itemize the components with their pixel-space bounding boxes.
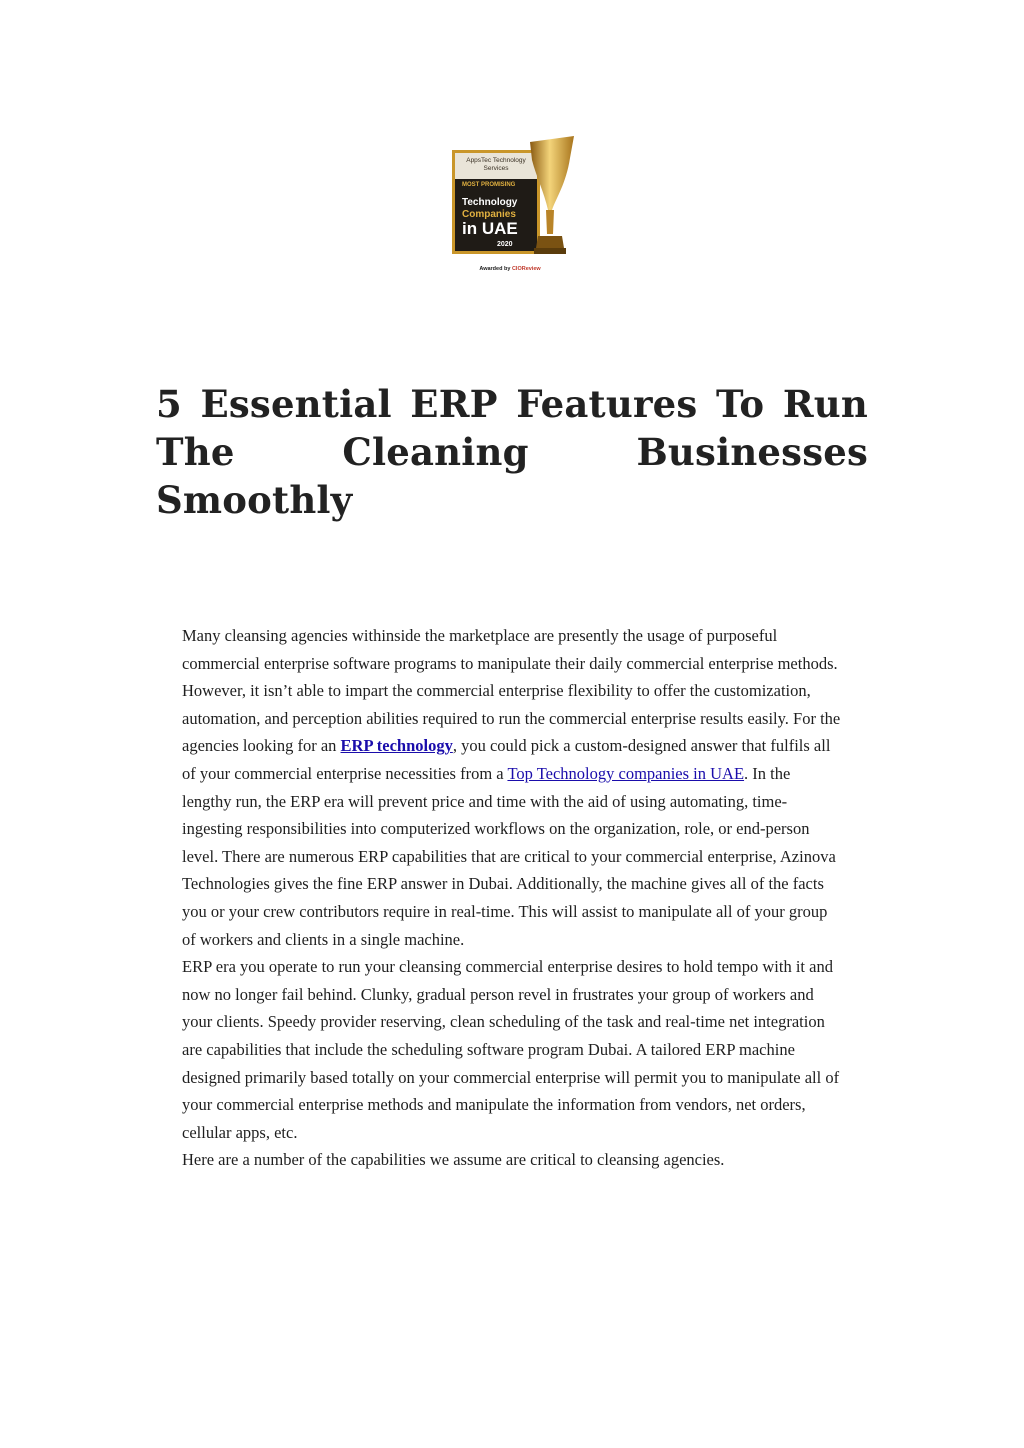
badge-technology: Technology <box>462 197 518 208</box>
awarded-by-label: Awarded by <box>479 266 511 272</box>
trophy-icon <box>526 136 578 260</box>
badge-company-name: AppsTec Technology Services <box>455 153 537 179</box>
badge-most-promising: MOST PROMISING <box>462 182 516 188</box>
awarded-by-line <box>460 266 560 272</box>
badge-year: 2020 <box>497 241 513 248</box>
intro-text-before-link: Many cleansing agencies withinside the marketplace are presently the usage of purposeful commercial enterprise software programs to manipulate their daily commercial enterprise methods. However, it isn’t able to impart the commercial enterprise flexibility to offer the customization, automation, and perception abilities required to run the commercial enterprise results easily. For the agencies looking for an <box>182 626 841 756</box>
paragraph-capabilities-intro: Here are a number of the capabilities we assume are critical to cleansing agencies. <box>182 1150 725 1170</box>
awarder-logo: CIOReview <box>511 266 541 272</box>
erp-technology-link[interactable]: ERP technology <box>340 736 453 756</box>
intro-text-after-link: . In the lengthy run, the ERP era will prevent price and time with the aid of using automating, time-ingesting responsibilities into computerized workflows on the organization, role, or end-person level. There are numerous ERP capabilities that are critical to your commercial enterprise, Azinova Technologies gives the fine ERP answer in Dubai. Additionally, the machine gives all of the facts you or your crew contributors require in real-time. This will assist to manipulate all of your group of workers and clients in a single machine. <box>182 763 836 949</box>
paragraph-intro <box>182 622 842 953</box>
article-body <box>182 622 842 1174</box>
paragraph-erp-era: ERP era you operate to run your cleansing commercial enterprise desires to hold tempo with it and now no longer fail behind. Clunky, gradual person revel in frustrates your group of workers and your clients. Speedy provider reserving, clean scheduling of the task and real-time net integration are capabilities that include the scheduling software program Dubai. A tailored ERP machine designed primarily based totally on your commercial enterprise will permit you to manipulate all of your commercial enterprise methods and manipulate the information from vendors, net orders, cellular apps, etc. <box>182 957 840 1142</box>
top-technology-companies-link[interactable]: Top Technology companies in UAE <box>507 763 745 783</box>
intro-text-between-links: , you could pick a custom-designed answer that fulfils all of your commercial enterprise necessities from a <box>182 736 831 783</box>
page-title: 5 Essential ERP Features To Run The Cleaning Businesses Smoothly <box>156 382 868 522</box>
badge-in-uae: in UAE <box>462 219 518 238</box>
badge-companies: Companies <box>462 209 516 220</box>
award-badge <box>446 136 578 278</box>
